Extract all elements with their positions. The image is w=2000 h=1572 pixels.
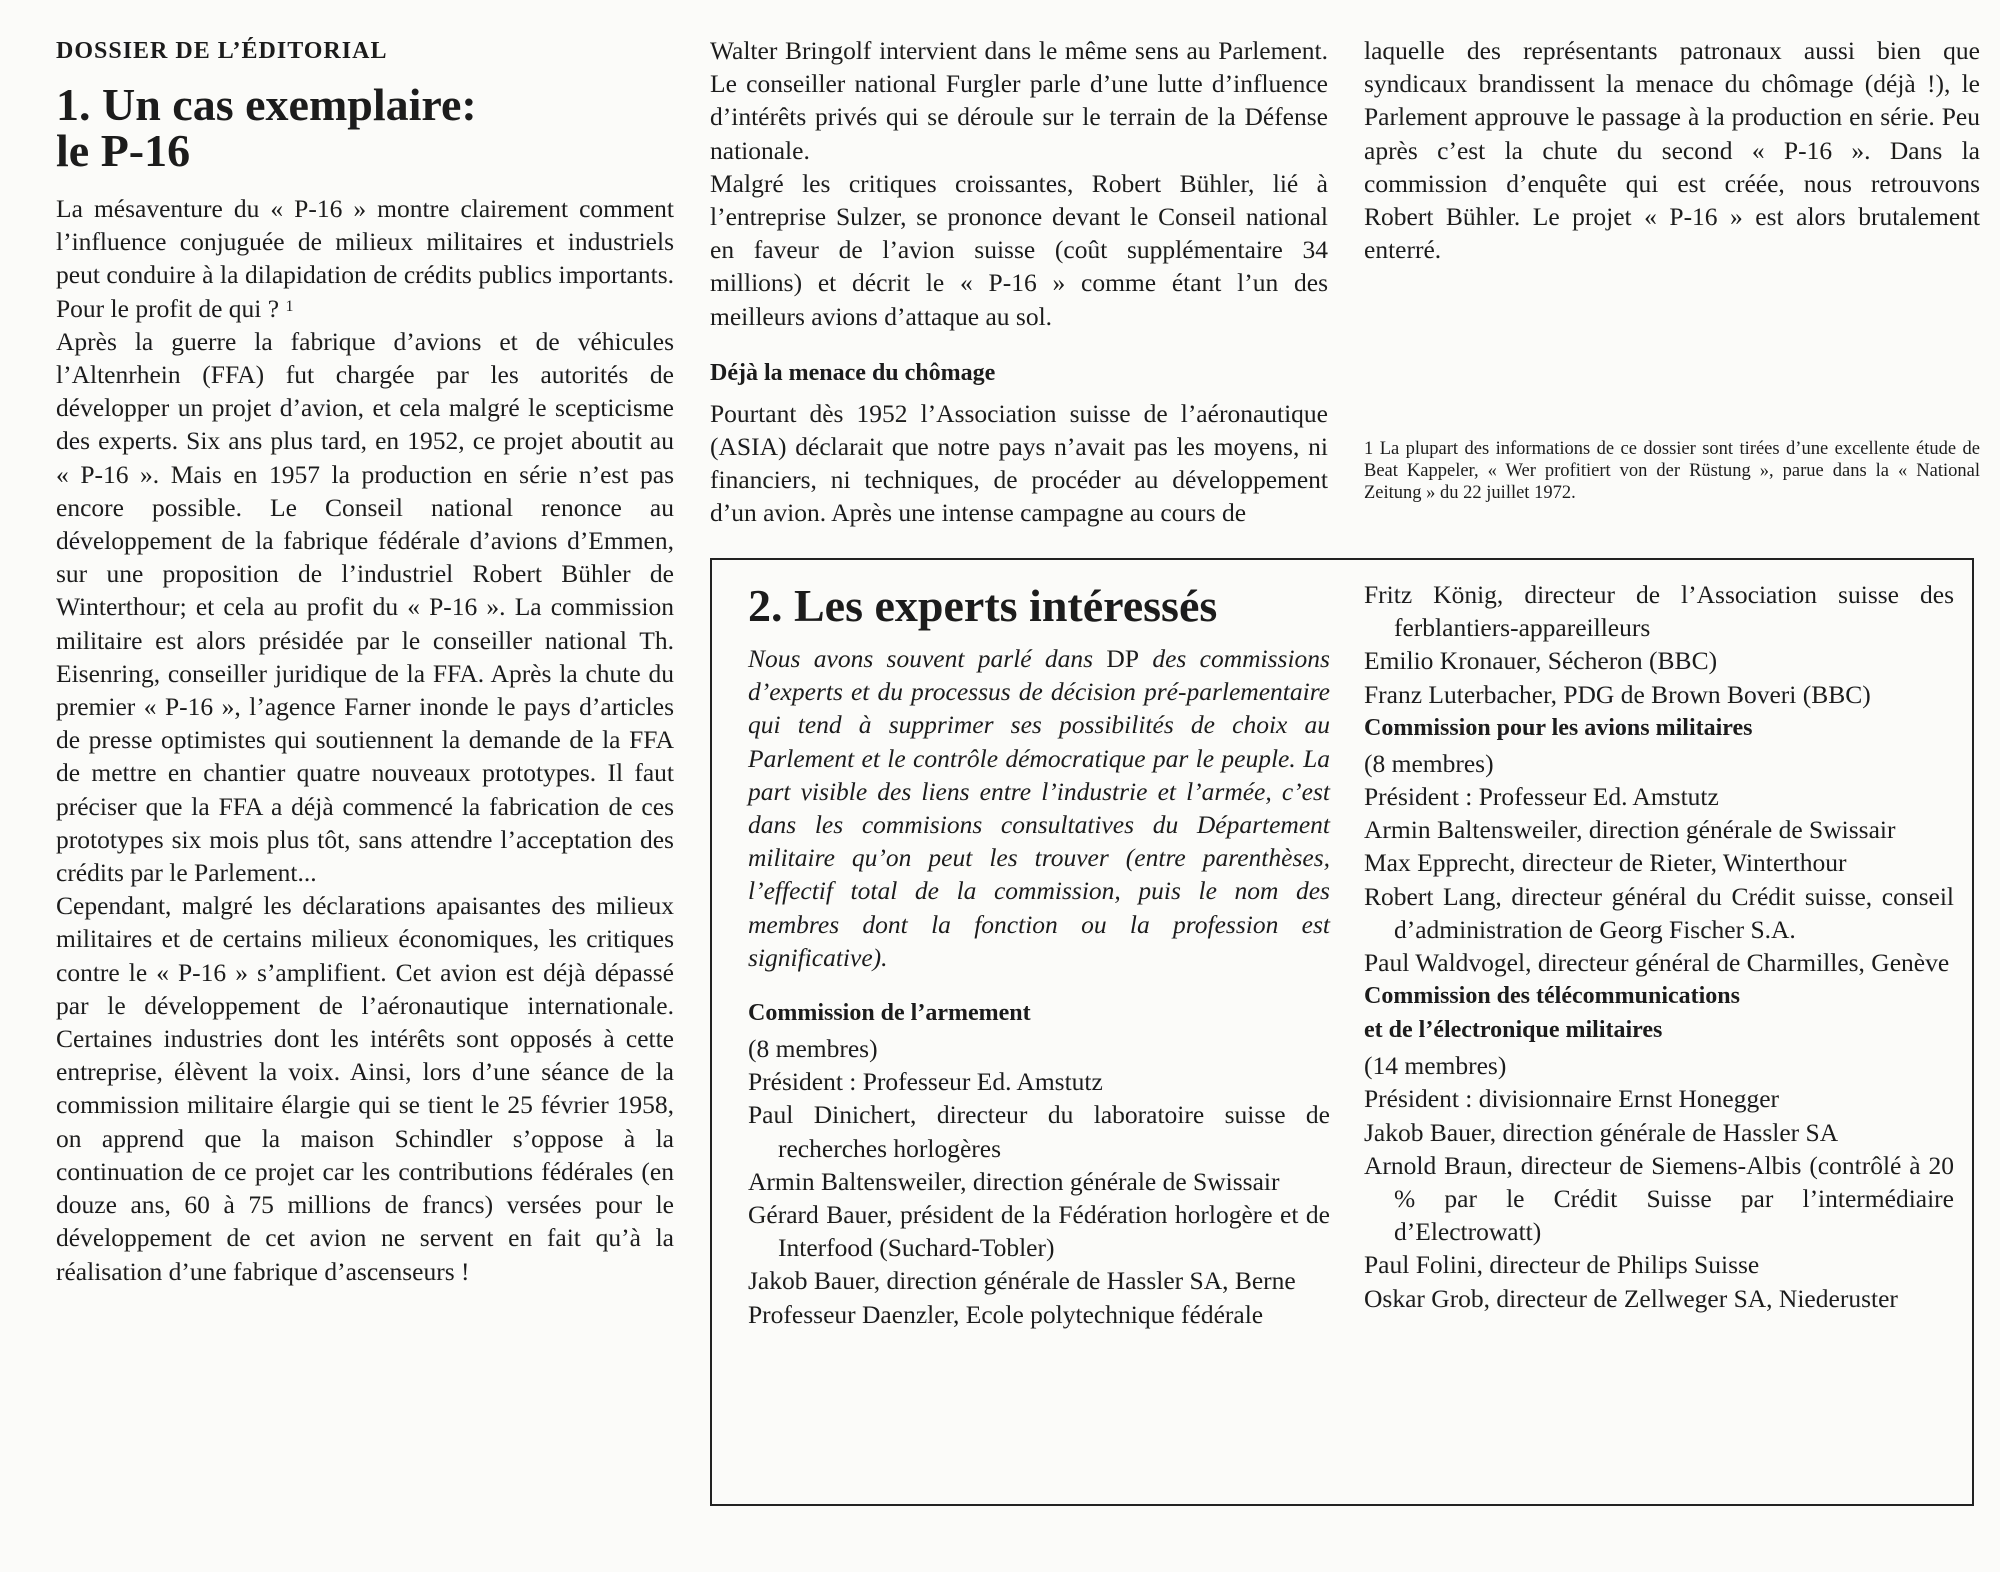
member-entry: Robert Lang, directeur général du Crédit suisse, conseil d’administration de Georg Fischer S.A. [1364,881,1954,944]
member-entry: Max Epprecht, directeur de Rieter, Winterthour [1364,848,1847,878]
commission-count: (8 membres) [1364,748,1494,778]
article-2-box [710,558,1974,1506]
paragraph: Après la guerre la fabrique d’avions et de véhicules l’Altenrhein (FFA) fut chargée par les autorités de développer un projet d’avion, et cela malgré le scepticisme des experts. Six ans plus tard, en 1952, ce projet aboutit au « P-16 ». Mais en 1957 la production en série n’est pas encore possible. Le Conseil national renonce au développement de la fabrique fédérale d’avions d’Emmen, sur une proposition de l’industriel Robert Bühler de Winterthour; et cela au profit du « P-16 ». La commission militaire est alors présidée par le conseiller national Th. Eisenring, conseiller juridique de la FFA. Après la chute du premier « P-16 », l’agence Farner inonde le pays d’articles de presse optimistes qui soutiennent la demande de la FFA de mettre en chantier quatre nouveaux prototypes. Il faut préciser que la FFA a déjà commencé la fabrication de ces prototypes six mois plus tôt, sans attendre l’acceptation des crédits par le Parlement... [56,326,674,888]
intro-text-a: Nous avons souvent parlé dans [748,644,1107,673]
commission-president: Président : Professeur Ed. Amstutz [1364,782,1719,812]
member-entry: Gérard Bauer, président de la Fédération horlogère et de Interfood (Suchard-Tobler) [748,1200,1330,1263]
paragraph: Malgré les critiques croissantes, Robert Bühler, lié à l’entreprise Sulzer, se prononce devant le Conseil national en faveur de l’avion suisse (coût supplémentaire 34 millions) et décrit le « P-16 » comme étant l’un des meilleurs avions d’attaque au sol. [710,168,1328,331]
article-1-title [56,79,674,176]
subheading: Déjà la menace du chômage [710,359,996,386]
member-entry: Paul Dinichert, directeur du laboratoire suisse de recherches horlogères [748,1100,1330,1163]
paragraph [56,192,674,325]
commission-president: Président : Professeur Ed. Amstutz [748,1067,1103,1097]
paragraph-continuation: laquelle des représentants patronaux aussi bien que syndicaux brandissent la menace du chômage (déjà !), le Parlement approuve le passage à la production en série. Peu après c’est la chute du second « P-16 ». Dans la commission d’enquête qui est créée, nous retrouvons Robert Bühler. Le projet « P-16 » est alors brutalement enterré. [1364,36,1980,265]
article-2-title: 2. Les experts intéressés [748,580,1218,631]
paragraph: Cependant, malgré les déclarations apaisantes des milieux militaires et de certains milieux économiques, les critiques contre le « P-16 » s’amplifient. Cet avion est déjà dépassé par le développement de l’aéronautique internationale. Certaines industries dont les intérêts sont opposés à cette entreprise, élèvent la voix. Ainsi, lors d’une séance de la commission militaire élargie qui se tient le 25 février 1958, on apprend que la maison Schindler s’oppose à la continuation de ce projet car les contributions fédérales (en douze ans, 60 à 75 millions de francs) versées pour le développement de cet avion ne servent en fait qu’à la réalisation d’une fabrique d’ascenseurs ! [56,891,674,1286]
article-2-left-column [748,578,1330,1331]
commission-count: (14 membres) [1364,1051,1507,1081]
member-entry: Paul Waldvogel, directeur général de Charmilles, Genève [1364,948,1950,978]
column-1 [56,34,674,1288]
article-1-title-line1: 1. Un cas exemplaire: [56,79,477,130]
member-entry: Paul Folini, directeur de Philips Suisse [1364,1250,1760,1280]
commission-title: Commission de l’armement [748,1000,1031,1027]
section-kicker: DOSSIER DE L’ÉDITORIAL [56,38,388,64]
member-entry: Arnold Braun, directeur de Siemens-Albis (contrôlé à 20 % par le Crédit Suisse par l’intermédiaire d’Electrowatt) [1364,1150,1954,1247]
commission-president: Président : divisionnaire Ernst Honegger [1364,1084,1779,1114]
commission-title-line2: et de l’électronique militaires [1364,1017,1663,1044]
paragraph-text: La mésaventure du « P-16 » montre clairement comment l’influence conjuguée de milieux militaires et industriels peut conduire à la dilapidation de crédits publics importants. Pour le profit de qui ? [56,194,674,323]
member-entry: Oskar Grob, directeur de Zellweger SA, Niederuster [1364,1283,1898,1313]
commission-title-line1: Commission des télécommunications [1364,983,1740,1010]
paragraph: Pourtant dès 1952 l’Association suisse de l’aéronautique (ASIA) déclarait que notre pays n’avait pas les moyens, ni financiers, ni techniques, de procéder au développement d’un avion. Après une intense campagne au cours de [710,398,1328,528]
member-entry: Fritz König, directeur de l’Association suisse des ferblantiers-appareilleurs [1364,580,1954,643]
footnote: 1 La plupart des informations de ce dossier sont tirées d’une excellente étude de Beat Kappeler, « Wer profitiert von der Rüstung », parue dans la « National Zeitung » du 22 juillet 1972. [1364,439,1980,503]
intro-dp: DP [1106,644,1140,673]
member-entry: Professeur Daenzler, Ecole polytechnique fédérale [748,1299,1264,1329]
member-entry: Armin Baltensweiler, direction générale de Swissair [1364,815,1896,845]
article-2-intro [748,642,1330,974]
member-entry: Emilio Kronauer, Sécheron (BBC) [1364,646,1718,676]
intro-text-b: des commissions d’experts et du processus de décision pré-parlementaire qui tend à supprimer ses possibilités de choix au Parlement et le contrôle démocratique par le peuple. La part visible des liens entre l’industrie et l’armée, c’est dans les commisions consultatives du Département militaire qu’on peut les trouver (entre parenthèses, l’effectif total de la commission, puis le nom des membres dont la fonction ou la profession est significative). [748,644,1330,972]
member-entry: Franz Luterbacher, PDG de Brown Boveri (BBC) [1364,679,1871,709]
column-2 [710,34,1328,530]
article-2-right-column [1364,578,1954,1315]
commission-count: (8 membres) [748,1034,878,1064]
column-3 [1364,34,1980,503]
member-entry: Armin Baltensweiler, direction générale de Swissair [748,1166,1280,1196]
commission-title: Commission pour les avions militaires [1364,714,1753,741]
member-entry: Jakob Bauer, direction générale de Hassler SA [1364,1117,1839,1147]
commission-title [1364,979,1954,1047]
footnote-ref: 1 [285,297,294,315]
member-entry: Jakob Bauer, direction générale de Hassler SA, Berne [748,1266,1296,1296]
article-1-title-line2: le P-16 [56,125,191,176]
paragraph: Walter Bringolf intervient dans le même sens au Parlement. Le conseiller national Furgler parle d’une lutte d’influence d’intérêts privés qui se déroule sur le terrain de la Défense nationale. [710,36,1328,165]
